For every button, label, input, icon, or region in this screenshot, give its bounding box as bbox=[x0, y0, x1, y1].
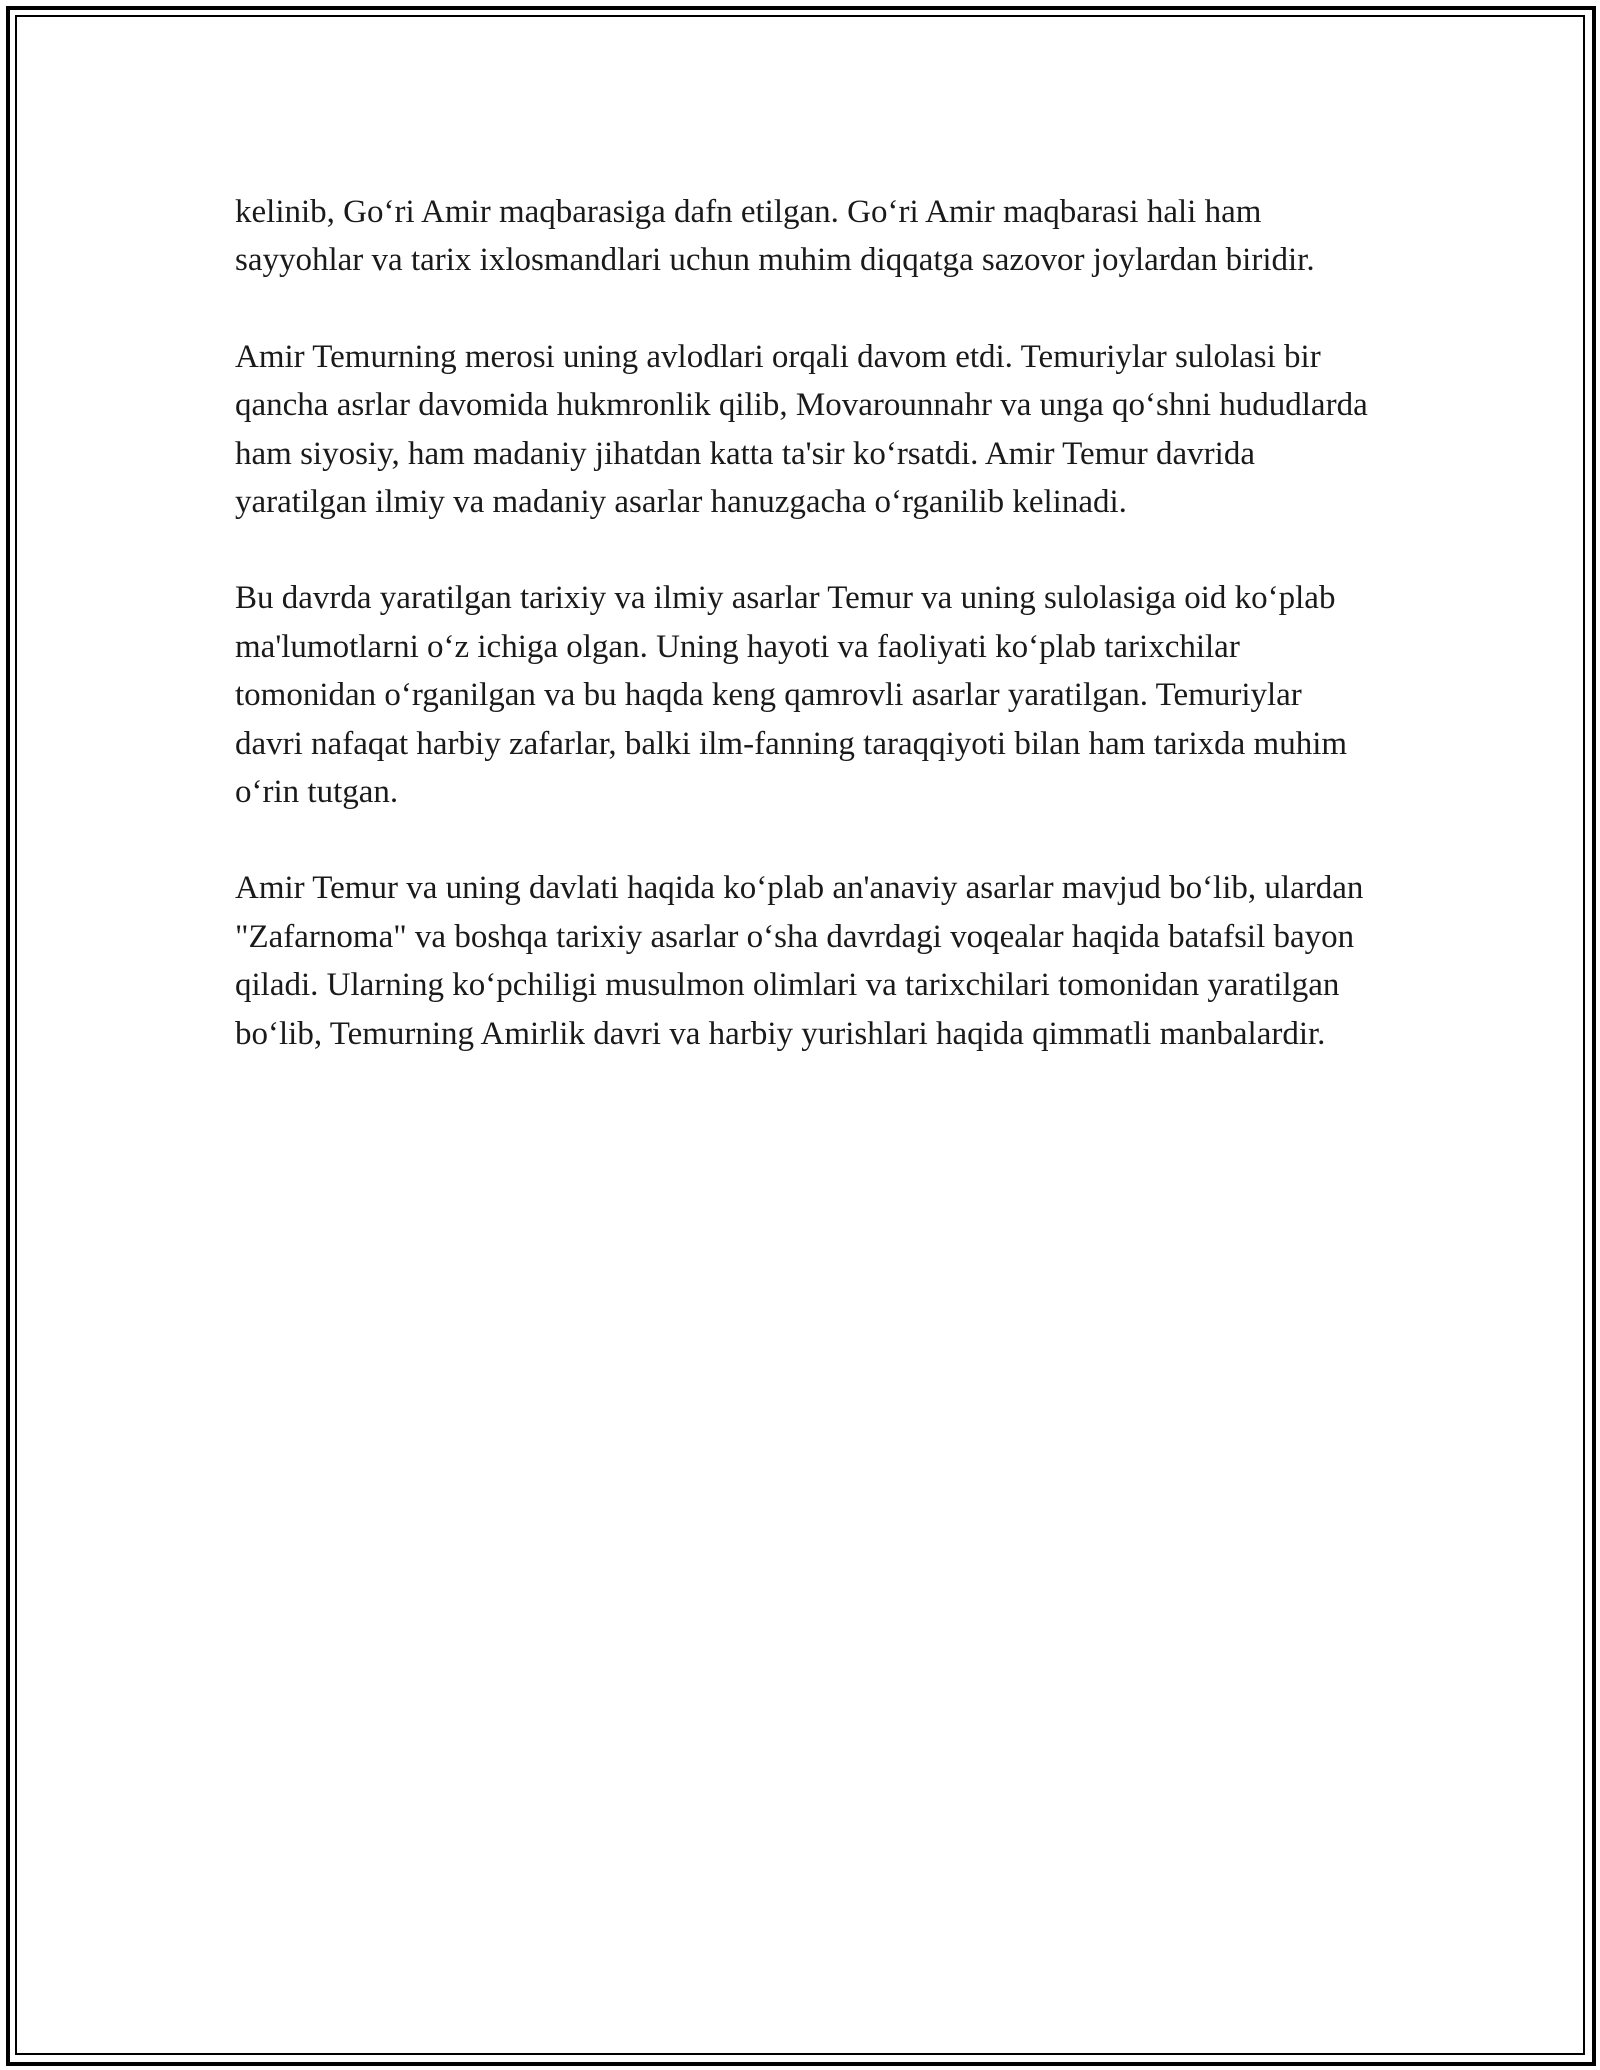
document-body bbox=[235, 188, 1375, 1106]
paragraph-2: Amir Temurning merosi uning avlodlari orqali davom etdi. Temuriylar sulolasi bir qancha asrlar davomida hukmronlik qilib, Movarounnahr va unga qo‘shni hududlarda ham siyosiy, ham madaniy jihatdan katta ta'sir ko‘rsatdi. Amir Temur davrida yaratilgan ilmiy va madaniy asarlar hanuzgacha o‘rganilib kelinadi. bbox=[235, 338, 1368, 521]
paragraph-1: kelinib, Go‘ri Amir maqbarasiga dafn etilgan. Go‘ri Amir maqbarasi hali ham sayyohlar va tarix ixlosmandlari uchun muhim diqqatga sazovor joylardan biridir. bbox=[235, 194, 1315, 279]
paragraph-4: Amir Temur va uning davlati haqida ko‘plab an'anaviy asarlar mavjud bo‘lib, ulardan "Zafarnoma" va boshqa tarixiy asarlar o‘sha davrdagi voqealar haqida batafsil bayon qiladi. Ularning ko‘pchiligi musulmon olimlari va tarixchilari tomonidan yaratilgan bo‘lib, Temurning Amirlik davri va harbiy yurishlari haqida qimmatli manbalardir. bbox=[235, 870, 1364, 1052]
paragraph-3: Bu davrda yaratilgan tarixiy va ilmiy asarlar Temur va uning sulolasiga oid ko‘plab ma'lumotlarni o‘z ichiga olgan. Uning hayoti va faoliyati ko‘plab tarixchilar tomonidan o‘rganilgan va bu haqda keng qamrovli asarlar yaratilgan. Temuriylar davri nafaqat harbiy zafarlar, balki ilm-fanning taraqqiyoti bilan ham tarixda muhim o‘rin tutgan. bbox=[235, 580, 1348, 811]
